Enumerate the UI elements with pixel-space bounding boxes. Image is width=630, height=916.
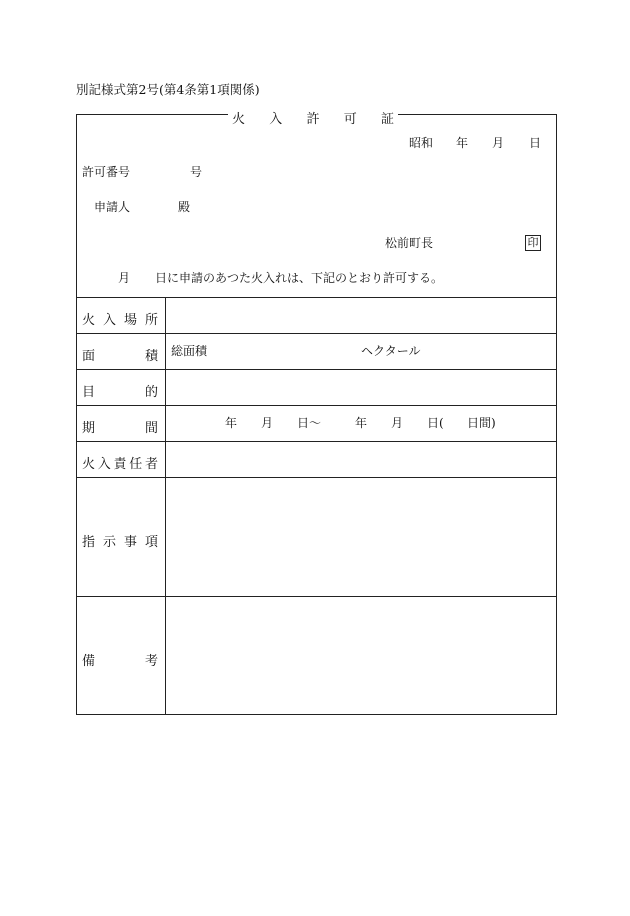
label-char: 者 [144, 457, 158, 472]
area-unit: ヘクタール [361, 344, 421, 358]
label-char: 火 [82, 457, 96, 472]
title-char: 入 [269, 112, 283, 127]
row-label-purpose [82, 381, 158, 400]
table-divider [76, 369, 557, 370]
row-label-instructions [82, 531, 158, 550]
row-label-area [82, 345, 158, 364]
form-reference: 別記様式第2号(第4条第1項関係) [76, 82, 260, 97]
permit-number-suffix: 号 [190, 165, 203, 179]
label-char: 示 [102, 535, 116, 550]
label-char: 責 [113, 457, 127, 472]
table-divider [76, 596, 557, 597]
area-prefix: 総面積 [171, 344, 208, 358]
row-label-location [82, 309, 158, 328]
title-char: 証 [380, 112, 394, 127]
applicant-label: 申請人 [94, 200, 131, 214]
applicant-honorific: 殿 [178, 200, 191, 214]
table-divider [76, 333, 557, 334]
row-label-manager [82, 453, 158, 472]
period-from-month: 月 [261, 416, 274, 430]
period-to-month: 月 [391, 416, 404, 430]
period-from-day: 日〜 [297, 416, 322, 430]
table-divider [76, 297, 557, 298]
issuer-name: 松前町長 [385, 236, 434, 250]
label-char: 火 [82, 313, 96, 328]
date-day: 日 [529, 136, 542, 150]
label-char: 所 [144, 313, 158, 328]
statement-text: 日に申請のあつた火入れは、下記のとおり許可する。 [155, 271, 444, 285]
row-label-period [82, 417, 158, 436]
title-char: 火 [232, 112, 246, 127]
permit-number-label: 許可番号 [82, 165, 131, 179]
title-char: 可 [343, 112, 357, 127]
label-char: 期 [82, 421, 96, 436]
row-label-remarks [82, 650, 158, 669]
table-divider [76, 441, 557, 442]
label-char: 場 [123, 313, 137, 328]
label-char: 積 [144, 349, 158, 364]
label-char: 目 [82, 385, 96, 400]
label-char: 指 [82, 535, 96, 550]
period-to-year: 年 [355, 416, 368, 430]
seal-box: 印 [525, 235, 541, 251]
document-title [232, 108, 394, 127]
period-from-year: 年 [225, 416, 238, 430]
label-char: 事 [123, 535, 137, 550]
period-to-day: 日( [427, 416, 444, 430]
table-divider [76, 405, 557, 406]
title-char: 許 [306, 112, 320, 127]
period-days: 日間) [467, 416, 496, 430]
label-char: 間 [144, 421, 158, 436]
label-column-divider [165, 297, 166, 715]
label-char: 入 [97, 457, 111, 472]
date-month: 月 [492, 136, 505, 150]
label-char: 備 [82, 654, 96, 669]
table-divider [76, 477, 557, 478]
label-char: 考 [144, 654, 158, 669]
label-char: 面 [82, 349, 96, 364]
label-char: 項 [144, 535, 158, 550]
label-char: 任 [129, 457, 143, 472]
form-frame [76, 114, 557, 715]
date-era: 昭和 [409, 136, 434, 150]
label-char: 入 [102, 313, 116, 328]
date-year: 年 [456, 136, 469, 150]
statement-month: 月 [118, 271, 131, 285]
label-char: 的 [144, 385, 158, 400]
